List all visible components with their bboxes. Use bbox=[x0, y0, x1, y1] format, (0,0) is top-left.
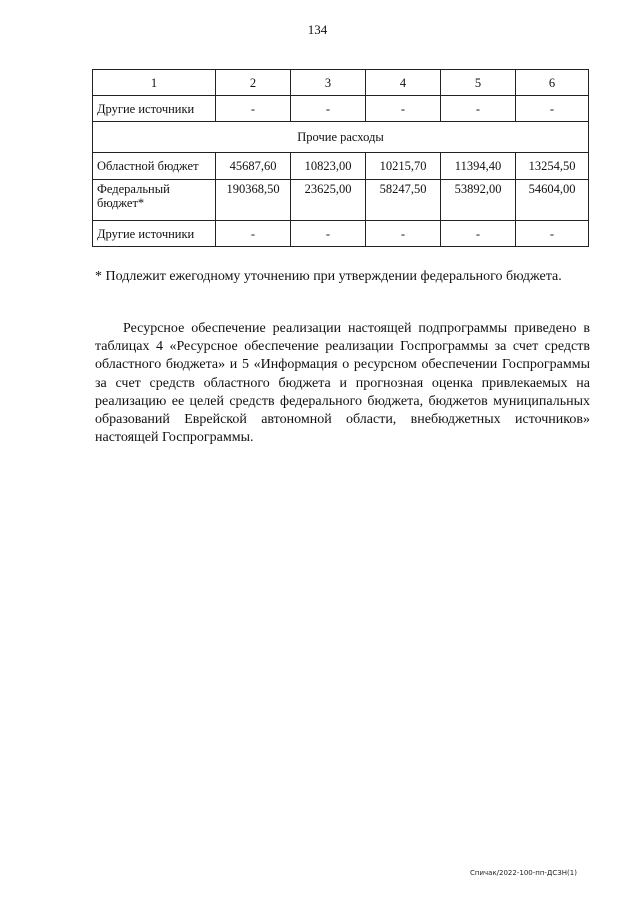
table-cell: 11394,40 bbox=[441, 153, 516, 180]
column-header: 5 bbox=[441, 70, 516, 96]
table-cell: 53892,00 bbox=[441, 180, 516, 221]
table-row bbox=[93, 180, 589, 221]
document-code: Спичак/2022-100-пп-ДСЗН(1) bbox=[470, 869, 577, 877]
column-header: 4 bbox=[366, 70, 441, 96]
table-cell: - bbox=[216, 221, 291, 247]
table-cell: - bbox=[366, 96, 441, 122]
table-header-row bbox=[93, 70, 589, 96]
table-cell: 10823,00 bbox=[291, 153, 366, 180]
table-cell: 10215,70 bbox=[366, 153, 441, 180]
table-cell: 54604,00 bbox=[516, 180, 589, 221]
table-row bbox=[93, 96, 589, 122]
table-cell: - bbox=[516, 96, 589, 122]
table-cell: - bbox=[366, 221, 441, 247]
section-header-row bbox=[93, 122, 589, 153]
row-label: Другие источники bbox=[93, 221, 216, 247]
column-header: 3 bbox=[291, 70, 366, 96]
table-cell: 58247,50 bbox=[366, 180, 441, 221]
column-header: 2 bbox=[216, 70, 291, 96]
footnote: * Подлежит ежегодному уточнению при утверждении федерального бюджета. bbox=[95, 269, 562, 284]
table-cell: - bbox=[441, 221, 516, 247]
table-cell: 190368,50 bbox=[216, 180, 291, 221]
row-label: Федеральный бюджет* bbox=[93, 180, 216, 221]
table-cell: 45687,60 bbox=[216, 153, 291, 180]
row-label: Областной бюджет bbox=[93, 153, 216, 180]
section-title: Прочие расходы bbox=[93, 122, 589, 153]
page-number: 134 bbox=[307, 22, 328, 37]
table-cell: - bbox=[216, 96, 291, 122]
table-cell: - bbox=[291, 221, 366, 247]
table-cell: 13254,50 bbox=[516, 153, 589, 180]
table-row bbox=[93, 221, 589, 247]
table-cell: - bbox=[291, 96, 366, 122]
table-row bbox=[93, 153, 589, 180]
table-cell: - bbox=[441, 96, 516, 122]
budget-table bbox=[92, 69, 589, 247]
body-paragraph: Ресурсное обеспечение реализации настоящей подпрограммы приведено в таблицах 4 «Ресурсное обеспечение реализации Госпрограммы за счет средств областного бюджета» и 5 «Информация о ресурсном обеспечении Госпрограммы за счет средств областного бюджета и прогнозная оценка привлекаемых на реализацию ее целей средств федерального бюджета, бюджетов муниципальных образований Еврейской автономной области, внебюджетных источников» настоящей Госпрограммы. bbox=[95, 321, 590, 446]
table-cell: - bbox=[516, 221, 589, 247]
column-header: 6 bbox=[516, 70, 589, 96]
column-header: 1 bbox=[93, 70, 216, 96]
table-cell: 23625,00 bbox=[291, 180, 366, 221]
row-label: Другие источники bbox=[93, 96, 216, 122]
